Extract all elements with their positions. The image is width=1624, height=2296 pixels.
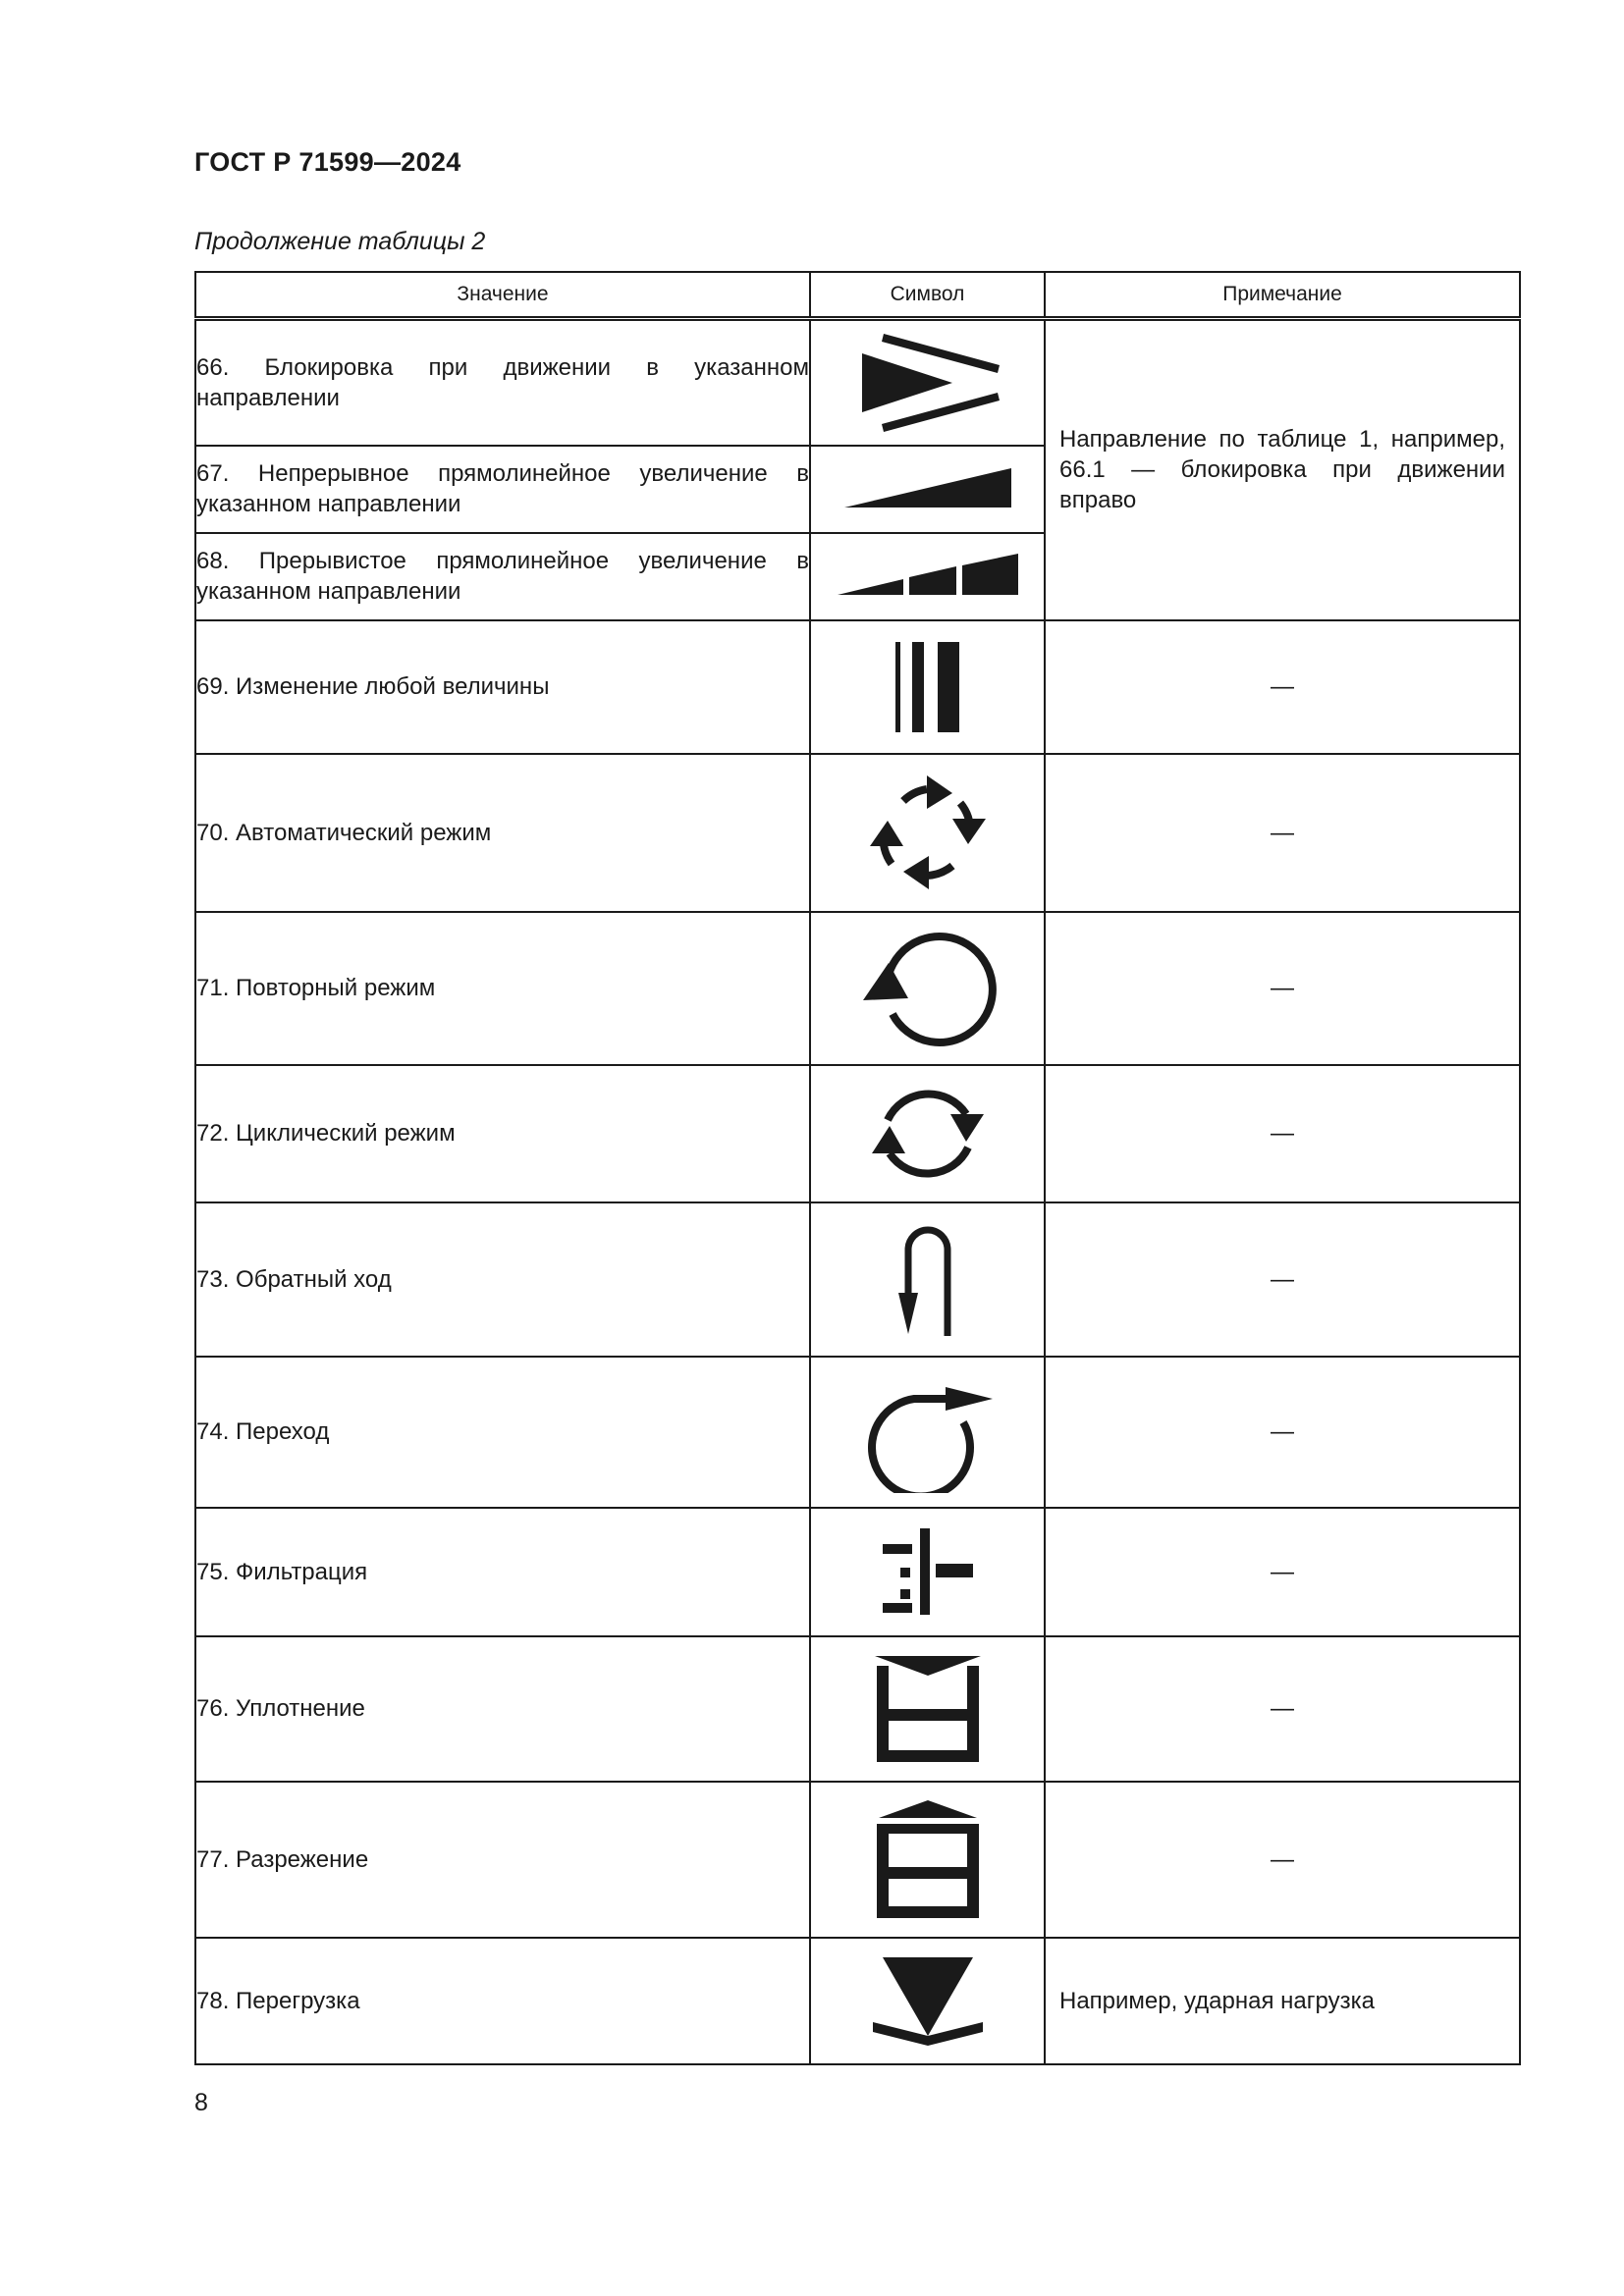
table-row (195, 1938, 1520, 2064)
row-note: Например, ударная нагрузка (1045, 1938, 1520, 2064)
row-symbol (810, 754, 1045, 912)
row-note: — (1045, 1636, 1520, 1782)
document-number: ГОСТ Р 71599—2024 (194, 147, 461, 177)
row-symbol (810, 1202, 1045, 1357)
row-symbol (810, 1357, 1045, 1508)
row-note: — (1045, 1357, 1520, 1508)
table-row (195, 620, 1520, 754)
row-value: 68. Прерывистое прямолинейное увеличение в указанном направлении (195, 533, 810, 620)
table-row (195, 1636, 1520, 1782)
row-symbol (810, 446, 1045, 533)
row-value: 71. Повторный режим (195, 912, 810, 1065)
column-header-note: Примечание (1045, 272, 1520, 319)
variability-icon (889, 638, 967, 736)
row-note: — (1045, 620, 1520, 754)
row-symbol (810, 620, 1045, 754)
row-symbol (810, 1636, 1045, 1782)
table-row (195, 1065, 1520, 1202)
table-caption: Продолжение таблицы 2 (194, 228, 486, 255)
lock-direction-icon (854, 334, 1001, 432)
row-note: — (1045, 754, 1520, 912)
rarefaction-icon (869, 1798, 987, 1920)
row-note: — (1045, 912, 1520, 1065)
symbols-table (194, 271, 1521, 2065)
row-value: 72. Циклический режим (195, 1065, 810, 1202)
row-symbol (810, 1938, 1045, 2064)
column-header-symbol: Символ (810, 272, 1045, 319)
overload-icon (869, 1953, 987, 2048)
page-number: 8 (194, 2089, 208, 2116)
cyclic-icon (864, 1081, 992, 1187)
row-value: 73. Обратный ход (195, 1202, 810, 1357)
table-row (195, 912, 1520, 1065)
transition-icon (859, 1371, 997, 1493)
column-header-value: Значение (195, 272, 810, 319)
row-note: — (1045, 1782, 1520, 1938)
filtration-icon (879, 1524, 977, 1619)
row-symbol (810, 912, 1045, 1065)
row-note: — (1045, 1202, 1520, 1357)
row-symbol (810, 1508, 1045, 1636)
row-value: 67. Непрерывное прямолинейное увеличение в указанном направлении (195, 446, 810, 533)
table-row (195, 1357, 1520, 1508)
table-row (195, 754, 1520, 912)
row-symbol (810, 533, 1045, 620)
row-value: 66. Блокировка при движении в указанном направлении (195, 319, 810, 446)
repeat-icon (859, 928, 997, 1049)
table-row (195, 1508, 1520, 1636)
table-row (195, 319, 1520, 446)
automatic-cycle-icon (864, 772, 992, 893)
row-value: 78. Перегрузка (195, 1938, 810, 2064)
row-symbol (810, 1782, 1045, 1938)
row-note: — (1045, 1065, 1520, 1202)
compaction-icon (869, 1652, 987, 1766)
row-symbol (810, 319, 1045, 446)
table-header-row (195, 272, 1520, 319)
row-value: 76. Уплотнение (195, 1636, 810, 1782)
row-value: 75. Фильтрация (195, 1508, 810, 1636)
row-value: 74. Переход (195, 1357, 810, 1508)
continuous-increase-icon (839, 466, 1016, 511)
return-stroke-icon (889, 1220, 967, 1338)
row-value: 77. Разрежение (195, 1782, 810, 1938)
table-row (195, 1202, 1520, 1357)
row-value: 70. Автоматический режим (195, 754, 810, 912)
table-row (195, 1782, 1520, 1938)
row-value: 69. Изменение любой величины (195, 620, 810, 754)
group-note: Направление по таблице 1, например, 66.1 — блокировка при движении вправо (1045, 319, 1520, 620)
row-symbol (810, 1065, 1045, 1202)
stepwise-increase-icon (835, 554, 1021, 599)
row-note: — (1045, 1508, 1520, 1636)
